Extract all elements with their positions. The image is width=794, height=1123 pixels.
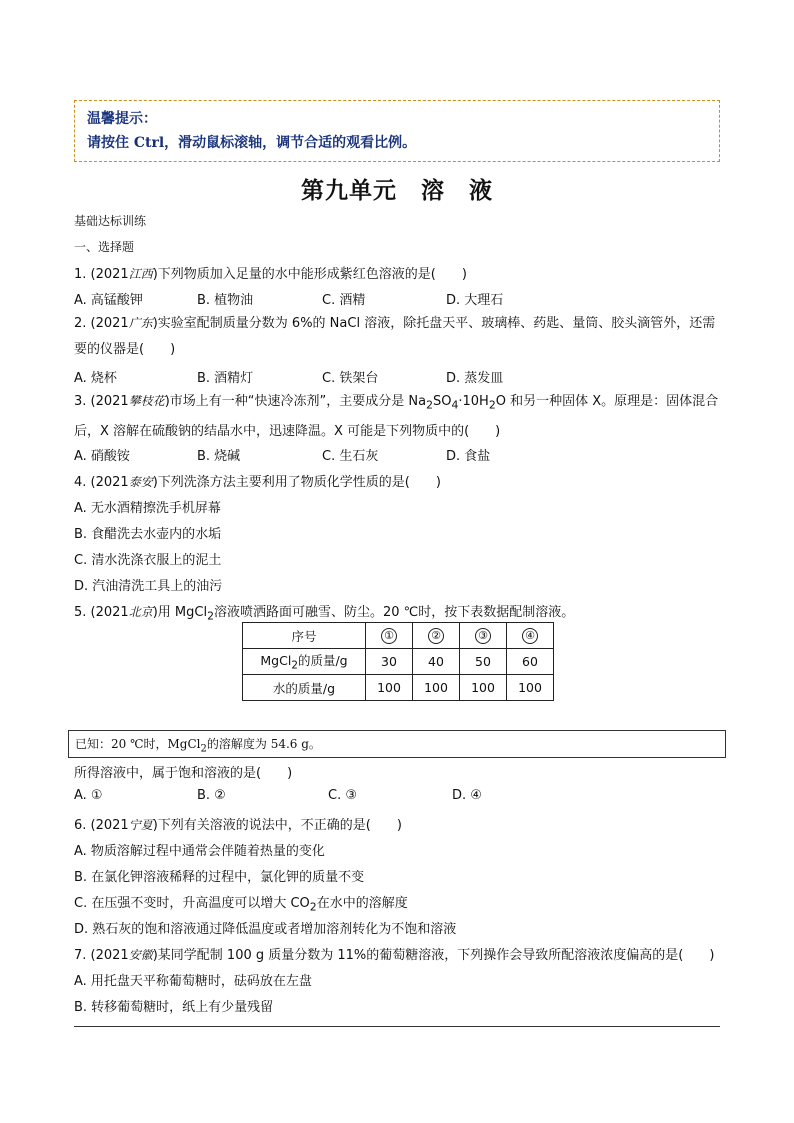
question-4: 4. (2021泰安)下列洗涤方法主要利用了物质化学性质的是( )	[74, 475, 441, 490]
q7-option-b: B. 转移葡萄糖时，纸上有少量残留	[74, 1000, 274, 1015]
row-label-mgcl2: MgCl$_2$的质量/g	[243, 649, 366, 675]
q5-option-c: C. ③	[328, 788, 357, 803]
q6-option-b: B. 在氯化钾溶液稀释的过程中，氯化钾的质量不变	[74, 870, 365, 885]
table-col-4: ④	[522, 628, 538, 644]
q3-option-c: C. 生石灰	[322, 449, 379, 464]
q2-option-a: A. 烧杯	[74, 371, 117, 386]
tip-text: 请按住 Ctrl，滑动鼠标滚轴，调节合适的观看比例。	[87, 135, 417, 151]
q1-option-b: B. 植物油	[197, 293, 254, 308]
table-row	[243, 675, 554, 701]
q6-option-c: C. 在压强不变时，升高温度可以增大 $CO_2$在水中的溶解度	[74, 896, 408, 914]
question-7: 7. (2021安徽)某同学配制 100 g 质量分数为 11%的葡萄糖溶液，下列操作会导致所配溶液浓度偏高的是( )	[74, 948, 715, 963]
q6-option-a: A. 物质溶解过程中通常会伴随着热量的变化	[74, 844, 325, 859]
page-title: 第九单元 溶 液	[301, 178, 493, 204]
table-col-1: ①	[381, 628, 397, 644]
known-note: 已知：20 ℃时，MgCl$_2$的溶解度为 54.6 g。	[68, 730, 726, 758]
q5-ask: 所得溶液中，属于饱和溶液的是( )	[74, 766, 293, 781]
q4-option-b: B. 食醋洗去水壶内的水垢	[74, 527, 222, 542]
table-col-2: ②	[428, 628, 444, 644]
q1-option-a: A. 高锰酸钾	[74, 293, 143, 308]
q5-option-a: A. ①	[74, 788, 103, 803]
q1-option-d: D. 大理石	[446, 293, 504, 308]
q3-option-a: A. 硝酸铵	[74, 449, 130, 464]
footer-divider	[74, 1026, 720, 1027]
section-title: 基础达标训练	[74, 214, 147, 228]
q2-option-d: D. 蒸发皿	[446, 371, 504, 386]
table-cell: 30	[366, 649, 413, 675]
table-cell: 100	[413, 675, 460, 701]
question-2: 2. (2021广东)实验室配制质量分数为 6%的 NaCl 溶液，除托盘天平、玻璃棒、药匙、量筒、胶头滴管外，还需要的仪器是( )	[74, 316, 716, 357]
tip-box	[74, 100, 720, 162]
question-1: 1. (2021江西)下列物质加入足量的水中能形成紫红色溶液的是( )	[74, 267, 467, 282]
q6-option-d: D. 熟石灰的饱和溶液通过降低温度或者增加溶剂转化为不饱和溶液	[74, 922, 457, 937]
q5-option-d: D. ④	[452, 788, 482, 803]
question-5: 5. (2021北京)用 MgCl$_2$溶液喷洒路面可融雪、防尘。20 ℃时，按下表数据配制溶液。	[74, 605, 575, 623]
q4-option-c: C. 清水洗涤衣服上的泥土	[74, 553, 222, 568]
q3-option-d: D. 食盐	[446, 449, 491, 464]
question-3: 3. (2021攀枝花)市场上有一种“快速冷冻剂”，主要成分是 $Na_2SO_4\cdot 10H_2O$ 和另一种固体 X。原理是：固体混合后，X 溶解在硫酸钠的结晶水中，迅速降温。X 可能是下列物质中的( )	[74, 394, 719, 439]
table-cell: 100	[507, 675, 554, 701]
q2-option-b: B. 酒精灯	[197, 371, 254, 386]
part-title: 一、选择题	[74, 240, 135, 254]
table-cell: 60	[507, 649, 554, 675]
table-row	[243, 649, 554, 675]
q1-option-c: C. 酒精	[322, 293, 366, 308]
tip-title: 温馨提示：	[87, 111, 157, 127]
table-cell: 50	[460, 649, 507, 675]
question-6: 6. (2021宁夏)下列有关溶液的说法中，不正确的是( )	[74, 818, 402, 833]
table-cell: 100	[366, 675, 413, 701]
data-table	[242, 622, 554, 701]
table-col-3: ③	[475, 628, 491, 644]
q5-option-b: B. ②	[197, 788, 226, 803]
q7-option-a: A. 用托盘天平称葡萄糖时，砝码放在左盘	[74, 974, 312, 989]
table-row	[243, 623, 554, 649]
table-header: 序号	[243, 623, 366, 649]
row-label-water: 水的质量/g	[243, 675, 366, 701]
q3-option-b: B. 烧碱	[197, 449, 241, 464]
table-cell: 40	[413, 649, 460, 675]
q4-option-a: A. 无水酒精擦洗手机屏幕	[74, 501, 221, 516]
table-cell: 100	[460, 675, 507, 701]
q2-option-c: C. 铁架台	[322, 371, 379, 386]
q4-option-d: D. 汽油清洗工具上的油污	[74, 579, 223, 594]
